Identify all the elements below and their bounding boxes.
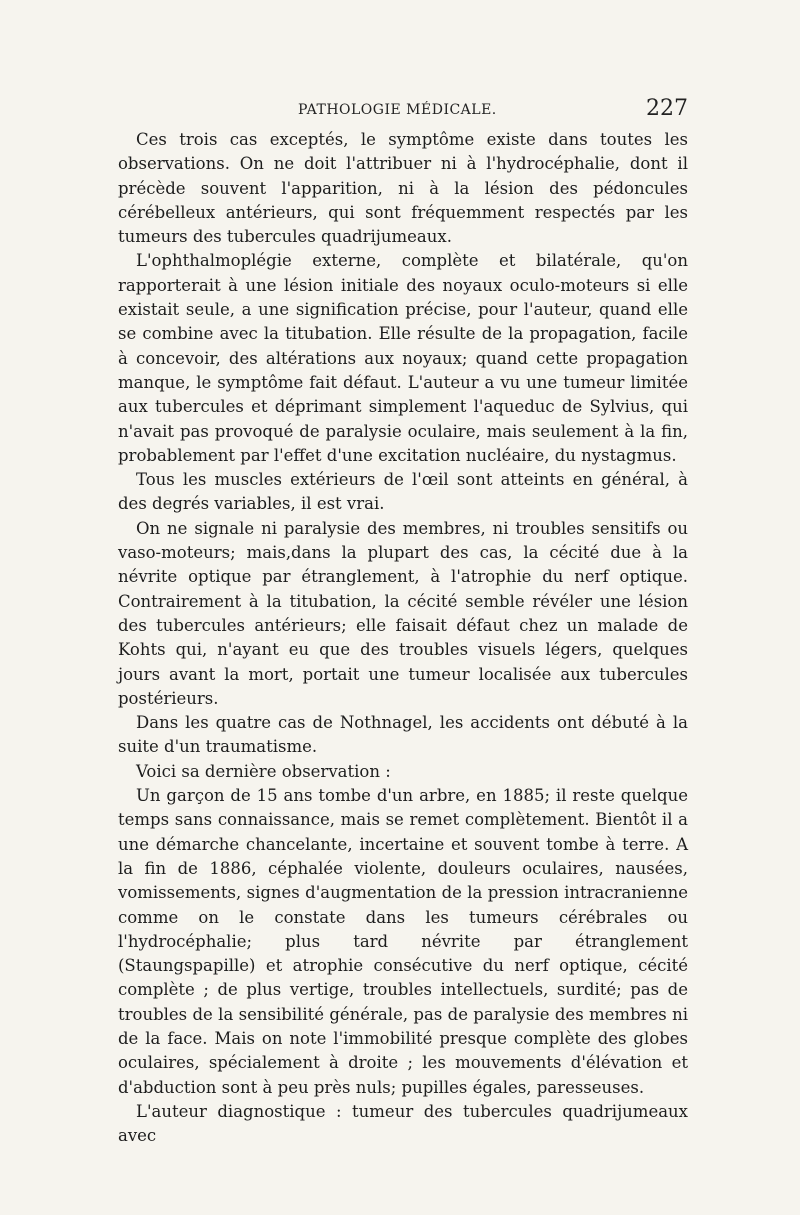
paragraph: Un garçon de 15 ans tombe d'un arbre, en 1885; il reste quelque temps sans connaissance, mais se remet complètement. Bientôt il a une démarche chancelante, incertaine et souvent tombe à terre. A la fin de 1886, céphalée violente, douleurs oculaires, nausées, vomissements, signes d'augmentation de la pression intracranienne comme on le constate dans les tumeurs cérébrales ou l'hydrocéphalie; plus tard névrite par étranglement (Staungspapille) et atrophie consécutive du nerf optique, cécité complète ; de plus vertige, troubles intellectuels, surdité; pas de troubles de la sensibilité générale, pas de paralysie des membres ni de la face. Mais on note l'immobilité presque complète des globes oculaires, spécialement à droite ; les mouvements d'élévation et d'abduction sont à peu près nuls; pupilles égales, paresseuses.: [118, 786, 688, 1097]
paragraph: On ne signale ni paralysie des membres, ni troubles sensitifs ou vaso-moteurs; mais,dans la plupart des cas, la cécité due à la névrite optique par étranglement, à l'atrophie du nerf optique. Contrairement à la titubation, la cécité semble révéler une lésion des tubercules antérieurs; elle faisait défaut chez un malade de Kohts qui, n'ayant eu que des troubles visuels légers, quelques jours avant la mort, portait une tumeur localisée aux tubercules postérieurs.: [118, 518, 688, 708]
paragraph: Voici sa dernière observation :: [136, 761, 391, 781]
page-number: 227: [646, 96, 688, 121]
paragraph: L'auteur diagnostique : tumeur des tubercules quadrijumeaux avec: [118, 1101, 688, 1146]
page-header: [118, 96, 688, 124]
body-text: [118, 128, 688, 1148]
paragraph: L'ophthalmoplégie externe, complète et bilatérale, qu'on rapporterait à une lésion initiale des noyaux oculo-moteurs si elle existait seule, a une signification précise, pour l'auteur, quand elle se combine avec la titubation. Elle résulte de la propagation, facile à concevoir, des altérations aux noyaux; quand cette propagation manque, le symptôme fait défaut. L'auteur a vu une tumeur limitée aux tubercules et déprimant simplement l'aqueduc de Sylvius, qui n'avait pas provoqué de paralysie oculaire, mais seulement à la fin, probablement par l'effet d'une excitation nucléaire, du nystagmus.: [118, 251, 688, 465]
paragraph: Dans les quatre cas de Nothnagel, les accidents ont débuté à la suite d'un traumatisme.: [118, 713, 688, 757]
paragraph: Ces trois cas exceptés, le symptôme existe dans toutes les observations. On ne doit l'attribuer ni à l'hydrocéphalie, dont il précède souvent l'apparition, ni à la lésion des pédoncules cérébelleux antérieurs, qui sont fréquemment respectés par les tumeurs des tubercules quadrijumeaux.: [118, 130, 688, 247]
paragraph: Tous les muscles extérieurs de l'œil sont atteints en général, à des degrés variables, il est vrai.: [118, 470, 688, 514]
running-head: PATHOLOGIE MÉDICALE.: [298, 102, 497, 118]
